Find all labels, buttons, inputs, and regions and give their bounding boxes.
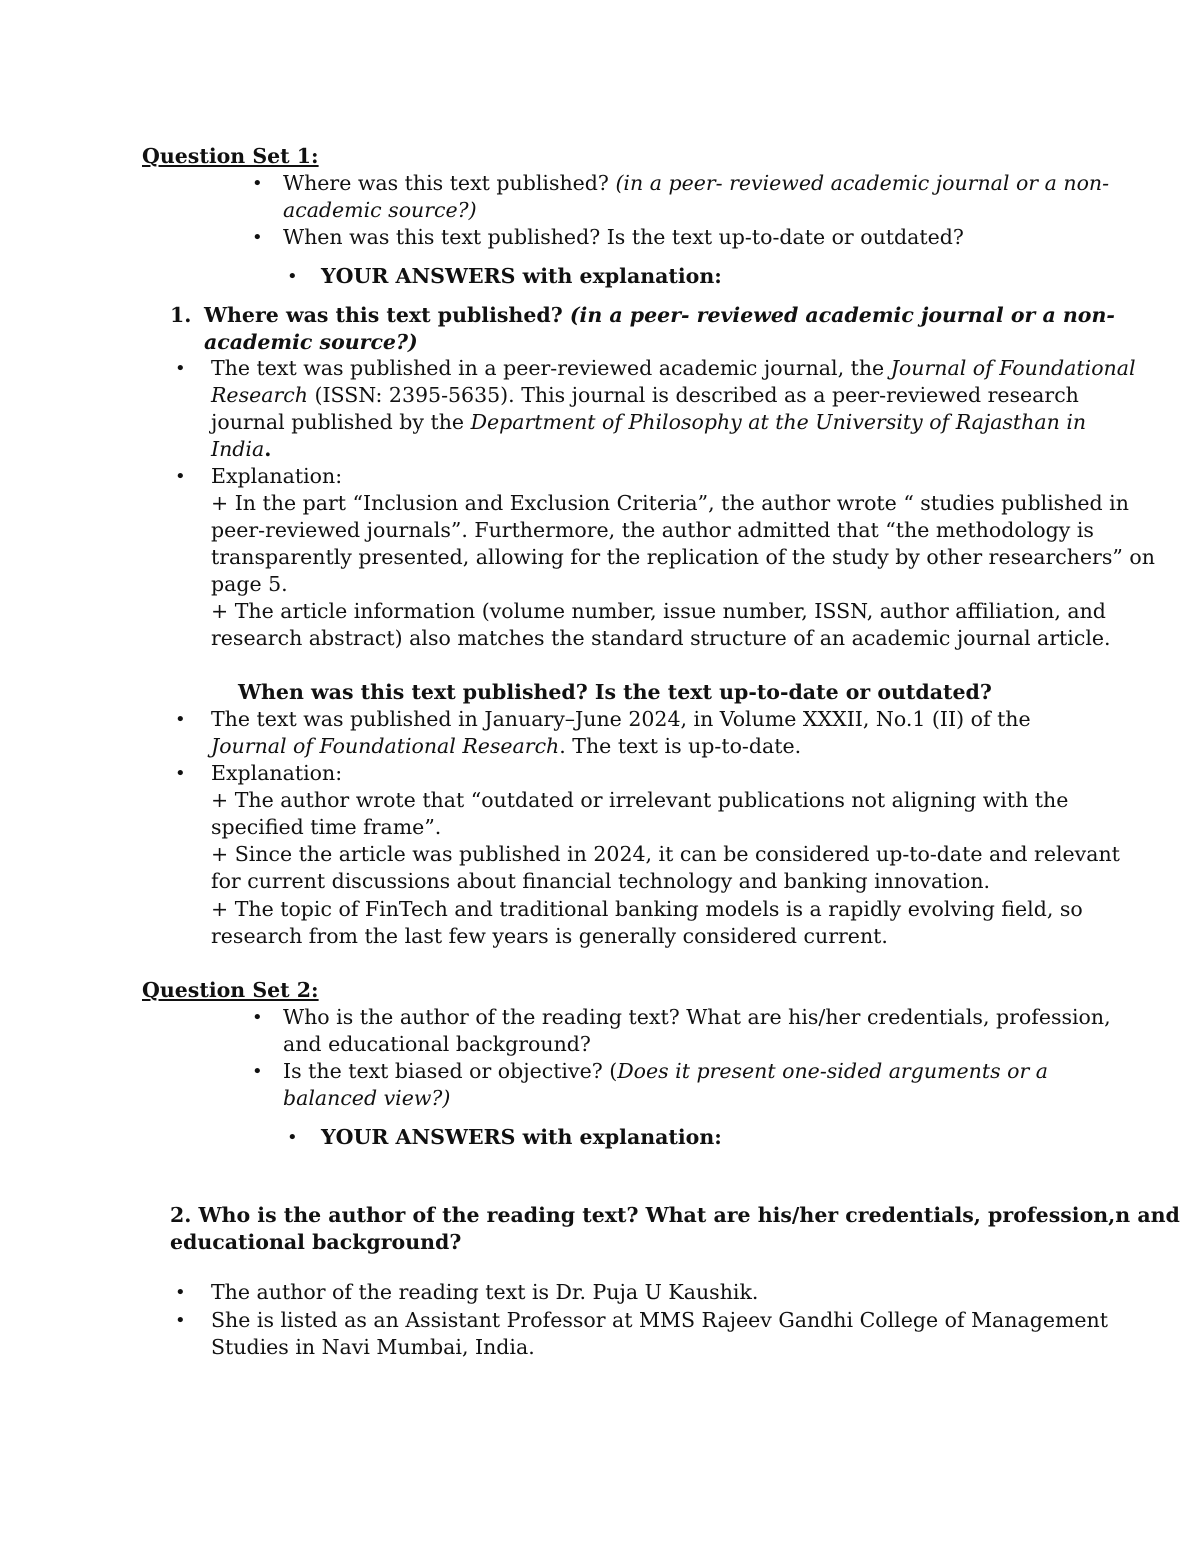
- answer1b-para-line: The text was published in January–June 2024, in Volume XXXII, No.1 (II) of the: [211, 707, 1031, 731]
- answer2-bullet-2-cont: Studies in Navi Mumbai, India.: [211, 1335, 535, 1359]
- bullet-icon: •: [175, 709, 186, 730]
- explanation-line: + The author wrote that “outdated or irrelevant publications not aligning with the: [211, 788, 1069, 812]
- explanation-line: for current discussions about financial technology and banking innovation.: [211, 869, 991, 893]
- question-set-2-heading: Question Set 2:: [142, 978, 319, 1002]
- set1-question-1: Where was this text published? (in a peer- reviewed academic journal or a non-: [283, 171, 1110, 195]
- answer1b-title: When was this text published? Is the text up-to-date or outdated?: [238, 680, 992, 704]
- answer1-number: 1.: [170, 303, 192, 327]
- explanation-label: Explanation:: [211, 464, 343, 488]
- question-set-1-heading: Question Set 1:: [142, 144, 319, 168]
- bullet-icon: •: [252, 1061, 263, 1082]
- bullet-icon: •: [252, 173, 263, 194]
- bullet-icon: •: [175, 1310, 186, 1331]
- bullet-icon: •: [175, 1282, 186, 1303]
- bullet-icon: •: [175, 466, 186, 487]
- set1-question-1-cont: academic source?): [283, 198, 477, 222]
- answer1-para-line: journal published by the Department of Philosophy at the University of Rajasthan in: [211, 410, 1087, 434]
- answer1-title-cont: academic source?): [204, 330, 418, 354]
- bullet-icon: •: [252, 1007, 263, 1028]
- explanation-line: research abstract) also matches the standard structure of an academic journal article.: [211, 626, 1111, 650]
- answer2-title-cont: educational background?: [170, 1230, 462, 1254]
- answer1-title: Where was this text published? (in a peer- reviewed academic journal or a non-: [204, 303, 1115, 327]
- explanation-line: + The article information (volume number, issue number, ISSN, author affiliation, and: [211, 599, 1106, 623]
- answer1-para-line: Research (ISSN: 2395-5635). This journal is described as a peer-reviewed research: [211, 383, 1079, 407]
- explanation-line: + In the part “Inclusion and Exclusion Criteria”, the author wrote “ studies published in: [211, 491, 1129, 515]
- answer2-bullet-1: The author of the reading text is Dr. Puja U Kaushik.: [211, 1280, 759, 1304]
- explanation-line: + Since the article was published in 2024, it can be considered up-to-date and relevant: [211, 842, 1120, 866]
- bullet-icon: •: [175, 763, 186, 784]
- answer2-title: 2. Who is the author of the reading text? What are his/her credentials, profession,n and: [170, 1203, 1180, 1227]
- explanation-line: + The topic of FinTech and traditional banking models is a rapidly evolving field, so: [211, 897, 1083, 921]
- explanation-line: page 5.: [211, 572, 288, 596]
- set2-question-2-cont: balanced view?): [283, 1086, 451, 1110]
- bullet-icon: •: [287, 266, 298, 287]
- set2-answers-label: YOUR ANSWERS with explanation:: [321, 1125, 722, 1149]
- bullet-icon: •: [287, 1127, 298, 1148]
- answer1-para-line: The text was published in a peer-reviewed academic journal, the Journal of Foundational: [211, 356, 1136, 380]
- set2-question-1-cont: and educational background?: [283, 1032, 591, 1056]
- bullet-icon: •: [252, 227, 263, 248]
- explanation-line: specified time frame”.: [211, 815, 442, 839]
- bullet-icon: •: [175, 358, 186, 379]
- explanation-line: transparently presented, allowing for the replication of the study by other researchers” on: [211, 545, 1155, 569]
- answer1b-para-line: Journal of Foundational Research. The text is up-to-date.: [211, 734, 802, 758]
- set2-question-2: Is the text biased or objective? (Does it present one-sided arguments or a: [283, 1059, 1048, 1083]
- explanation-line: peer-reviewed journals”. Furthermore, the author admitted that “the methodology is: [211, 518, 1094, 542]
- answer1-para-line: India.: [211, 437, 272, 461]
- explanation-label: Explanation:: [211, 761, 343, 785]
- set1-answers-label: YOUR ANSWERS with explanation:: [321, 264, 722, 288]
- answer2-bullet-2: She is listed as an Assistant Professor at MMS Rajeev Gandhi College of Management: [211, 1308, 1108, 1332]
- explanation-line: research from the last few years is generally considered current.: [211, 924, 888, 948]
- set1-question-2: When was this text published? Is the text up-to-date or outdated?: [283, 225, 964, 249]
- set2-question-1: Who is the author of the reading text? What are his/her credentials, profession,: [283, 1005, 1111, 1029]
